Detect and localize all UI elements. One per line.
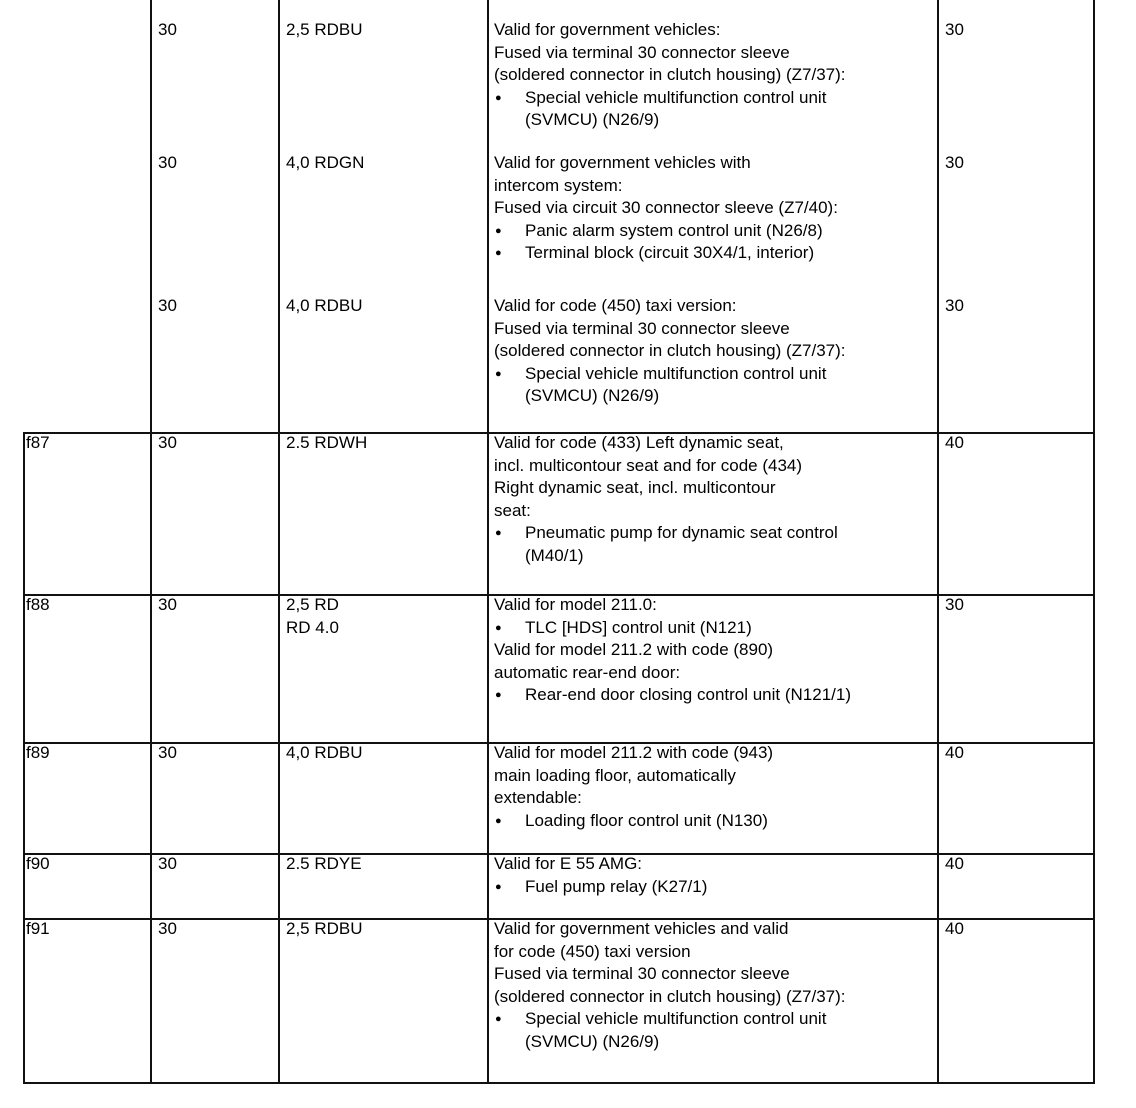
wire-cell [286, 918, 363, 941]
wire-cell [286, 152, 364, 175]
bullet-item: ● Terminal block (circuit 30X4/1, interior) [494, 242, 838, 265]
bullet-item: ● Fuel pump relay (K27/1) [494, 876, 707, 899]
bullet-item: ● TLC [HDS] control unit (N121) [494, 617, 851, 640]
fuse-cell: f88 [26, 595, 50, 614]
terminal-cell: 30 [158, 153, 177, 172]
description-line: Fused via terminal 30 connector sleeve [494, 964, 790, 983]
description-line: Fused via terminal 30 connector sleeve [494, 318, 790, 338]
terminal-cell: 30 [158, 433, 177, 452]
description-cell [494, 594, 851, 707]
description-line: Fused via terminal 30 connector sleeve [494, 42, 790, 62]
terminal-cell: 30 [158, 919, 177, 938]
table-right-border [1093, 0, 1095, 1084]
description-line: Valid for code (450) taxi version: [494, 296, 737, 315]
wire-line: 2,5 RDBU [286, 20, 363, 39]
fuse-cell: f89 [26, 743, 50, 762]
wire-cell [286, 594, 339, 639]
description-line: automatic rear-end door: [494, 662, 681, 682]
description-line: Valid for model 211.2 with code (943) [494, 743, 774, 762]
wire-cell [286, 295, 363, 318]
wire-line: 2.5 RDWH [286, 433, 368, 452]
table-left-border [23, 432, 25, 1084]
amps-cell: 30 [945, 595, 964, 614]
column-divider [487, 0, 489, 1084]
wire-line: RD 4.0 [286, 617, 339, 637]
terminal-cell: 30 [158, 296, 177, 315]
fuse-cell: f87 [26, 433, 50, 452]
amps-cell: 30 [945, 296, 964, 315]
wire-line: 2.5 RDYE [286, 854, 362, 873]
table-bottom-border [23, 1082, 1095, 1084]
description-line: Valid for code (433) Left dynamic seat, [494, 433, 784, 452]
bullet-item: ● Rear-end door closing control unit (N121/1) [494, 684, 851, 707]
column-divider [937, 0, 939, 1084]
description-cell [494, 19, 846, 132]
wire-line: 4,0 RDBU [286, 743, 363, 762]
description-line: Valid for government vehicles and valid [494, 919, 789, 938]
wire-cell [286, 19, 363, 42]
description-cell [494, 742, 773, 832]
column-divider [278, 0, 280, 1084]
description-line: intercom system: [494, 175, 623, 195]
terminal-cell: 30 [158, 595, 177, 614]
wire-cell [286, 432, 367, 455]
bullet-continuation: (SVMCU) (N26/9) [525, 386, 660, 405]
wire-line: 4,0 RDBU [286, 296, 363, 315]
amps-cell: 40 [945, 433, 964, 452]
description-line: incl. multicontour seat and for code (434) [494, 455, 803, 475]
wire-line: 2,5 RDBU [286, 919, 363, 938]
column-divider [150, 0, 152, 1084]
bullet-item: ● Special vehicle multifunction control unit [494, 363, 846, 386]
description-line: Valid for government vehicles: [494, 20, 721, 39]
description-cell [494, 918, 846, 1053]
fuse-cell: f91 [26, 919, 50, 938]
amps-cell: 30 [945, 153, 964, 172]
description-line: Fused via circuit 30 connector sleeve (Z7/40): [494, 198, 838, 217]
description-cell [494, 152, 838, 265]
terminal-cell: 30 [158, 743, 177, 762]
description-line: (soldered connector in clutch housing) (Z7/37): [494, 341, 846, 360]
wire-line: 4,0 RDGN [286, 153, 365, 172]
description-line: main loading floor, automatically [494, 765, 736, 785]
description-line: Valid for government vehicles with [494, 153, 751, 172]
description-line: Valid for E 55 AMG: [494, 854, 643, 873]
description-line: Valid for model 211.2 with code (890) [494, 640, 774, 659]
amps-cell: 40 [945, 919, 964, 938]
terminal-cell: 30 [158, 854, 177, 873]
amps-cell: 40 [945, 743, 964, 762]
bullet-continuation: (M40/1) [525, 545, 584, 565]
wire-cell [286, 853, 362, 876]
amps-cell: 40 [945, 854, 964, 873]
description-line: seat: [494, 500, 531, 520]
description-line: (soldered connector in clutch housing) (Z7/37): [494, 986, 846, 1006]
description-line: Valid for model 211.0: [494, 595, 657, 614]
description-line: for code (450) taxi version [494, 941, 691, 961]
wire-line: 2,5 RD [286, 595, 339, 614]
description-line: extendable: [494, 788, 582, 807]
fuse-cell: f90 [26, 854, 50, 873]
description-cell [494, 295, 846, 408]
bullet-item: ● Special vehicle multifunction control unit [494, 1008, 846, 1031]
description-cell [494, 853, 707, 898]
bullet-item: ● Pneumatic pump for dynamic seat control [494, 522, 838, 545]
amps-cell: 30 [945, 20, 964, 39]
wire-cell [286, 742, 363, 765]
terminal-cell: 30 [158, 20, 177, 39]
bullet-continuation: (SVMCU) (N26/9) [525, 1031, 660, 1051]
bullet-item: ● Panic alarm system control unit (N26/8) [494, 220, 838, 243]
bullet-continuation: (SVMCU) (N26/9) [525, 110, 660, 129]
description-cell [494, 432, 838, 567]
description-line: (soldered connector in clutch housing) (Z7/37): [494, 65, 846, 84]
bullet-item: ● Special vehicle multifunction control unit [494, 87, 846, 110]
bullet-item: ● Loading floor control unit (N130) [494, 810, 773, 833]
description-line: Right dynamic seat, incl. multicontour [494, 478, 776, 497]
